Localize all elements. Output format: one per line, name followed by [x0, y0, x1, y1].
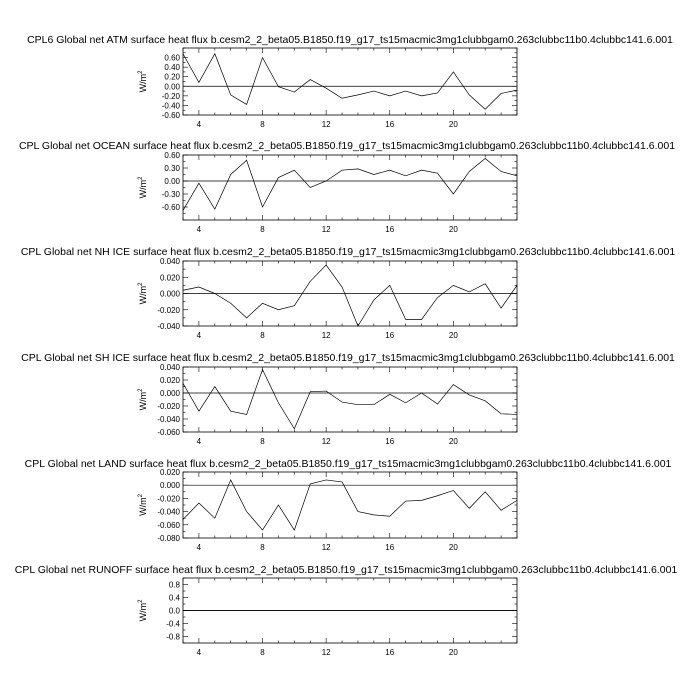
y-tick-label: 0.00	[164, 82, 180, 92]
y-axis-label	[138, 70, 148, 93]
y-axis-label-superscript: 2	[138, 70, 144, 74]
series-line	[183, 370, 517, 429]
y-tick-label: 0.000	[159, 289, 180, 299]
y-axis-label-unit: W/m	[138, 602, 148, 622]
x-tick-label: 4	[196, 543, 202, 552]
y-tick-label: 0.00	[164, 177, 180, 186]
chart-title: CPL Global net OCEAN surface heat flux b.cesm2_2_beta05.B1850.f19_g17_ts15macmic3mg1clubbgam0.263clubbc11b0.4clubbc141.6.001	[18, 140, 676, 152]
panel-2	[19, 140, 675, 234]
y-axis-label-superscript: 2	[138, 176, 144, 180]
plot-frame	[183, 48, 517, 115]
x-tick-label: 16	[385, 331, 395, 340]
y-axis-label-unit: W/m	[138, 285, 148, 305]
x-tick-label: 12	[321, 120, 331, 129]
y-tick-label: -0.40	[161, 101, 180, 111]
x-tick-label: 20	[448, 331, 458, 340]
x-tick-label: 12	[321, 648, 331, 657]
x-tick-label: 16	[385, 120, 395, 129]
y-tick-label: 0.30	[164, 164, 180, 173]
x-tick-label: 12	[321, 543, 331, 552]
y-tick-label: 0.040	[159, 363, 180, 372]
y-tick-label: 0.60	[164, 53, 180, 63]
plot-frame	[183, 155, 517, 220]
y-tick-label: 0.4	[168, 593, 180, 603]
plot-frame	[183, 472, 517, 538]
x-tick-label: 16	[385, 648, 395, 657]
x-tick-label: 12	[321, 437, 331, 446]
x-tick-label: 8	[260, 120, 265, 129]
y-tick-label: 0.020	[159, 376, 180, 385]
y-tick-label: 0.020	[159, 468, 180, 477]
x-tick-label: 8	[260, 331, 265, 340]
y-tick-label: 0.20	[164, 72, 180, 82]
x-tick-label: 8	[260, 225, 265, 234]
y-axis-label	[138, 599, 148, 622]
y-tick-label: 0.60	[164, 151, 180, 160]
x-tick-label: 12	[321, 331, 331, 340]
y-tick-label: -0.080	[157, 534, 180, 543]
y-tick-label: -0.020	[157, 305, 180, 315]
x-tick-label: 4	[196, 437, 202, 446]
y-tick-label: -0.060	[157, 428, 180, 437]
x-tick-label: 4	[196, 331, 202, 340]
y-axis-label-superscript: 2	[138, 494, 144, 498]
y-tick-label: 0.40	[164, 63, 180, 73]
chart-title: CPL Global net SH ICE surface heat flux b.cesm2_2_beta05.B1850.f19_g17_ts15macmic3mg1clubbgam0.263clubbc11b0.4clubbc141.6.001	[21, 352, 675, 364]
y-axis-label	[138, 176, 148, 199]
series-line	[183, 265, 517, 326]
y-tick-label: 0.000	[159, 481, 180, 491]
y-tick-label: -0.20	[161, 91, 180, 101]
y-tick-label: 0.040	[159, 257, 180, 266]
x-tick-label: 4	[196, 225, 202, 234]
x-tick-label: 8	[260, 543, 265, 552]
x-tick-label: 20	[448, 120, 458, 129]
y-tick-label: -0.020	[157, 402, 180, 411]
series-line	[183, 158, 517, 210]
chart-title: CPL Global net LAND surface heat flux b.cesm2_2_beta05.B1850.f19_g17_ts15macmic3mg1clubbgam0.263clubbc11b0.4clubbc141.6.001	[24, 458, 672, 470]
x-tick-label: 4	[196, 648, 202, 657]
x-tick-label: 8	[260, 437, 265, 446]
y-axis-label	[138, 388, 148, 411]
y-tick-label: -0.040	[157, 507, 180, 517]
panel-1	[27, 34, 673, 129]
y-tick-label: -0.8	[166, 632, 180, 642]
y-axis-label	[138, 282, 148, 305]
series-line	[183, 480, 517, 530]
x-tick-label: 20	[448, 648, 458, 657]
panel-5	[25, 458, 672, 552]
plot-frame	[183, 367, 517, 432]
y-tick-label: -0.040	[157, 322, 180, 331]
x-tick-label: 4	[196, 120, 202, 129]
chart-title: CPL Global net RUNOFF surface heat flux b.cesm2_2_beta05.B1850.f19_g17_ts15macmic3mg1clubbgam0.263clubbc11b0.4clubbc141.6.001	[14, 564, 678, 576]
y-tick-label: -0.60	[161, 111, 180, 120]
y-tick-label: -0.60	[161, 203, 180, 212]
y-tick-label: -0.30	[161, 190, 180, 199]
x-tick-label: 20	[448, 543, 458, 552]
x-tick-label: 8	[260, 648, 265, 657]
x-tick-label: 20	[448, 225, 458, 234]
series-line	[183, 54, 517, 110]
y-tick-label: -0.060	[157, 520, 180, 530]
x-tick-label: 12	[321, 225, 331, 234]
chart-title: CPL6 Global net ATM surface heat flux b.cesm2_2_beta05.B1850.f19_g17_ts15macmic3mg1clubbgam0.263clubbc11b0.4clubbc141.6.001	[27, 34, 673, 46]
x-tick-label: 16	[385, 543, 395, 552]
y-tick-label: 0.000	[159, 389, 180, 398]
y-axis-label-superscript: 2	[138, 388, 144, 392]
panel-3	[21, 246, 675, 340]
y-tick-label: 0.0	[168, 606, 180, 616]
panel-4	[21, 352, 675, 446]
y-axis-label-unit: W/m	[138, 497, 148, 516]
y-axis-label-unit: W/m	[138, 391, 148, 411]
y-axis-label-unit: W/m	[138, 179, 148, 199]
y-tick-label: 0.8	[168, 580, 180, 590]
y-tick-label: -0.040	[157, 415, 180, 424]
y-axis-label-superscript: 2	[138, 599, 144, 603]
y-tick-label: -0.4	[166, 619, 180, 629]
y-axis-label-unit: W/m	[138, 73, 148, 93]
x-tick-label: 16	[385, 437, 395, 446]
y-tick-label: -0.020	[157, 494, 180, 504]
y-tick-label: 0.020	[159, 273, 180, 283]
chart-title: CPL Global net NH ICE surface heat flux b.cesm2_2_beta05.B1850.f19_g17_ts15macmic3mg1clubbgam0.263clubbc11b0.4clubbc141.6.001	[20, 246, 676, 258]
y-axis-label-superscript: 2	[138, 282, 144, 286]
x-tick-label: 20	[448, 437, 458, 446]
panel-6	[15, 564, 678, 657]
y-axis-label	[138, 493, 148, 516]
x-tick-label: 16	[385, 225, 395, 234]
